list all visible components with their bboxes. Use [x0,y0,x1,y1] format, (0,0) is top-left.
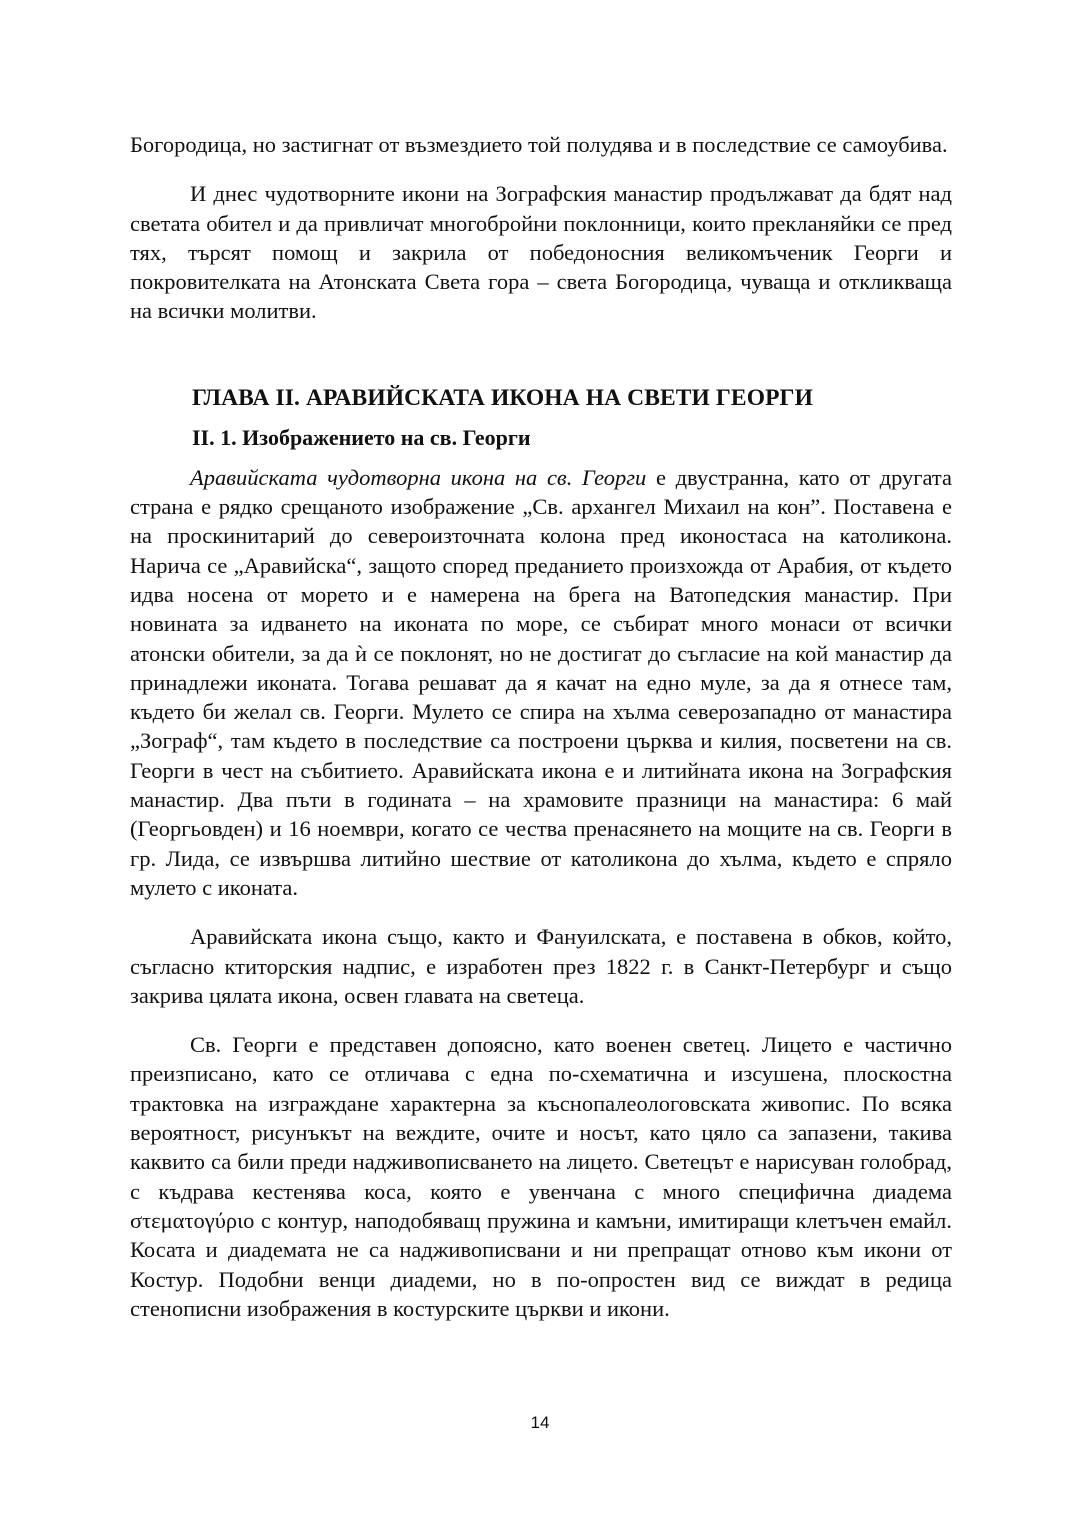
section-title: II. 1. Изображението на св. Георги [192,424,531,450]
paragraph-portrait: Св. Георги е представен допоясно, като военен светец. Лицето е частично преизписано, като се отличава с една по-схематична и изсушена, плоскостна трактовка на изграждане характерна за къснопалеологовската живопис. По всяка вероятност, рисунъкът на веждите, очите и носът, като цяло са запазени, такива каквито са били преди надживописването на лицето. Светецът е нарисуван голобрад, с къдрава кестенява коса, която е увенчана с много специфична диадема στεματογύριο с контур, наподобяващ пружина и камъни, имитиращи клетъчен емайл. Косата и диадемата не са надживописвани и ни препращат отново към икони от Костур. Подобни венци диадеми, но в по-опростен вид се виждат в редица стенописни изображения в костурските църкви и икони. [130,1032,952,1321]
paragraph-cover: Аравийската икона също, както и Фануилската, е поставена в обков, който, съгласно ктиторския надпис, е изработен през 1822 г. в Санкт-Петербург и също закрива цялата икона, освен главата на светеца. [130,924,952,1008]
document-page [130,130,952,1323]
paragraph-arabian-icon [130,463,952,902]
paragraph-arabian-rest: е двустранна, като от другата страна е рядко срещаното изображение „Св. архангел Михаил на кон”. Поставена е на проскинитарий до североизточната колона пред иконостаса на католикона. Нарича се „Аравийска“, защото според преданието произхожда от Арабия, от където идва носена от морето и е намерена на брега на Ватопедския манастир. При новината за идването на иконата по море, се събират много монаси от всички атонски обители, за да ѝ се поклонят, но не достигат до съгласие на кой манастир да принадлежи иконата. Тогава решават да я качат на едно муле, за да я отнесе там, където би желал св. Георги. Мулето се спира на хълма северозападно от манастира „Зограф“, там където в последствие са построени църква и килия, посветени на св. Георги в чест на събитието. Аравийската икона е и литийната икона на Зографския манастир. Два пъти в годината – на храмовите празници на манастира: 6 май (Георгьовден) и 16 ноември, когато се чества пренасянето на мощите на св. Георги в гр. Лида, се извършва литийно шествие от католикона до хълма, където е спряло мулето с иконата. [130,464,953,900]
page-number: 14 [530,1413,550,1432]
paragraph-arabian-italic: Аравийската чудотворна икона на св. Георги [190,464,647,490]
chapter-title: ГЛАВА II. АРАВИЙСКАТА ИКОНА НА СВЕТИ ГЕОРГИ [192,384,813,411]
paragraph-continued: Богородица, но застигнат от възмездието той полудява и в последствие се самоубива. [130,132,948,157]
paragraph-icons: И днес чудотворните икони на Зографския манастир продължават да бдят над светата обител и да привличат многобройни поклонници, които прекланяйки се пред тях, търсят помощ и закрила от победоносния великомъченик Георги и покровителката на Атонската Света гора – света Богородица, чуваща и откликваща на всички молитви. [130,181,952,324]
